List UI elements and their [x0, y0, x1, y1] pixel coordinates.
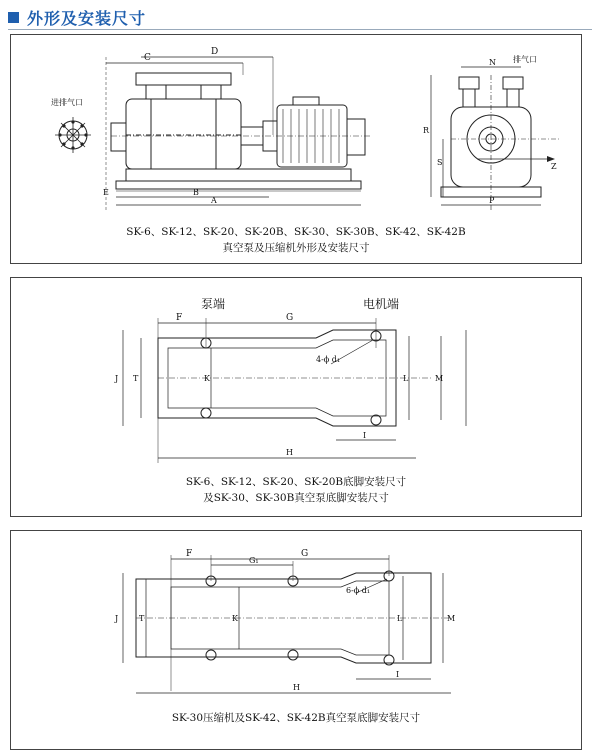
dim-h-label: H — [293, 683, 300, 692]
dim-r-label: R — [423, 126, 430, 135]
dim-f-label: F — [176, 313, 183, 323]
dim-c-label: C — [144, 53, 151, 63]
dim-j-label: J — [115, 614, 119, 623]
motor-fan-cover — [347, 119, 365, 155]
dim-p-label: P — [489, 196, 495, 205]
dim-k-label: K — [232, 614, 238, 623]
mount-hole — [288, 650, 298, 660]
inlet-outlet-label: 进排气口 — [51, 98, 83, 107]
base-mounting-panel-6hole — [10, 530, 582, 750]
pump-end-label: 泵端 — [201, 297, 226, 311]
dim-a-label: A — [211, 196, 217, 205]
header-square-icon — [8, 12, 19, 23]
base-mounting-panel-4hole — [10, 277, 582, 517]
mount-hole — [201, 408, 211, 418]
dim-e-label: E — [103, 188, 109, 197]
motor-end-label: 电机端 — [363, 297, 400, 311]
dim-z-label: Z — [551, 162, 557, 171]
section-header — [8, 6, 146, 28]
mount-hole — [206, 650, 216, 660]
dim-m-label: M — [435, 374, 444, 383]
dim-i-label: I — [363, 431, 367, 440]
panel2-caption-line1: SK-6、SK-12、SK-20、SK-20B底脚安装尺寸 — [185, 476, 407, 488]
dim-l-label: L — [397, 614, 403, 623]
panel3-caption: SK-30压缩机及SK-42、SK-42B真空泵底脚安装尺寸 — [171, 712, 421, 724]
panel2-caption-line2: 及SK-30、SK-30B真空泵底脚安装尺寸 — [203, 492, 389, 504]
dim-l-label: L — [403, 374, 409, 383]
holes-6-label: 6-ϕ d₁ — [346, 586, 371, 595]
dim-j-label: J — [115, 374, 119, 383]
dim-i-label: I — [396, 670, 400, 679]
dim-t-label: T — [133, 374, 139, 383]
outline-drawing-panel — [10, 34, 582, 264]
dim-g1-label: G₁ — [249, 556, 259, 565]
dim-n-label: N — [489, 58, 496, 67]
dim-d-label: D — [211, 47, 219, 57]
panel1-caption-line1: SK-6、SK-12、SK-20、SK-20B、SK-30、SK-30B、SK-42、SK-42B — [126, 226, 466, 238]
holes-4-label: 4-ϕ d₁ — [316, 355, 341, 364]
pump-top-manifold — [136, 73, 231, 85]
dim-t-label: T — [139, 614, 145, 623]
exhaust-label: 排气口 — [513, 55, 537, 64]
pump-casing — [126, 99, 241, 169]
dim-k-label: K — [204, 374, 210, 383]
terminal-box — [293, 97, 319, 105]
dim-s-label: S — [437, 158, 443, 167]
header-divider — [8, 29, 592, 30]
section-title: 外形及安装尺寸 — [27, 8, 147, 28]
pump-base — [126, 169, 351, 181]
dim-g-label: G — [301, 549, 309, 559]
mount-hole — [371, 415, 381, 425]
dim-h-label: H — [286, 448, 293, 457]
dim-f-label: F — [186, 549, 193, 559]
dim-m-label: M — [447, 614, 456, 623]
panel1-caption-line2: 真空泵及压缩机外形及安装尺寸 — [222, 242, 370, 254]
dim-g-label: G — [286, 313, 294, 323]
dim-b-label: B — [193, 188, 199, 197]
